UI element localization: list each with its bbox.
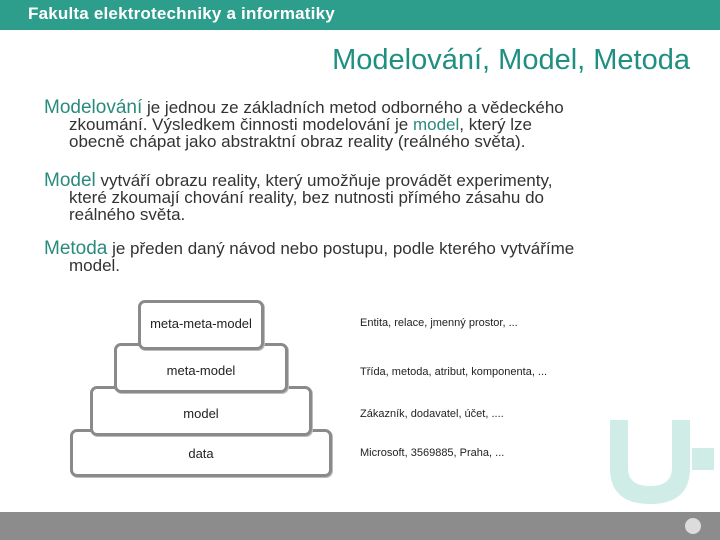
- term-modelovani: Modelování: [44, 97, 143, 118]
- level-model: model: [90, 386, 312, 436]
- example-meta-meta-model: Entita, relace, jmenný prostor, ...: [360, 317, 518, 329]
- slide-title: Modelování, Model, Metoda: [332, 44, 690, 76]
- example-meta-model: Třída, metoda, atribut, komponenta, ...: [360, 366, 548, 378]
- level-meta-model: meta-model: [114, 343, 288, 393]
- term-model: Model: [44, 170, 96, 191]
- term-metoda: Metoda: [44, 238, 108, 259]
- level-data: data: [70, 429, 332, 477]
- paragraph-modelovani: Modelování je jednou ze základních metod odborného a vědeckého zkoumání. Výsledkem činnosti modelování je model, který lze obecně chápat jako abstraktní obraz reality (reálného světa).: [44, 97, 564, 151]
- faculty-brand: Fakulta elektrotechniky a informatiky: [28, 4, 335, 23]
- header-bar: [0, 0, 720, 30]
- term-model-inline: model: [412, 115, 460, 134]
- paragraph-model: Model vytváří obrazu reality, který umožňuje provádět experimenty, které zkoumají chování reality, bez nutnosti přímého zásahu do reálného světa.: [44, 170, 553, 224]
- level-meta-meta-model: meta-meta-model: [138, 300, 264, 350]
- university-logo-icon: [596, 420, 720, 540]
- example-model: Zákazník, dodavatel, účet, ....: [360, 408, 504, 420]
- paragraph-metoda: Metoda je předen daný návod nebo postupu, podle kterého vytváříme model.: [44, 238, 575, 275]
- example-data: Microsoft, 3569885, Praha, ...: [360, 447, 505, 459]
